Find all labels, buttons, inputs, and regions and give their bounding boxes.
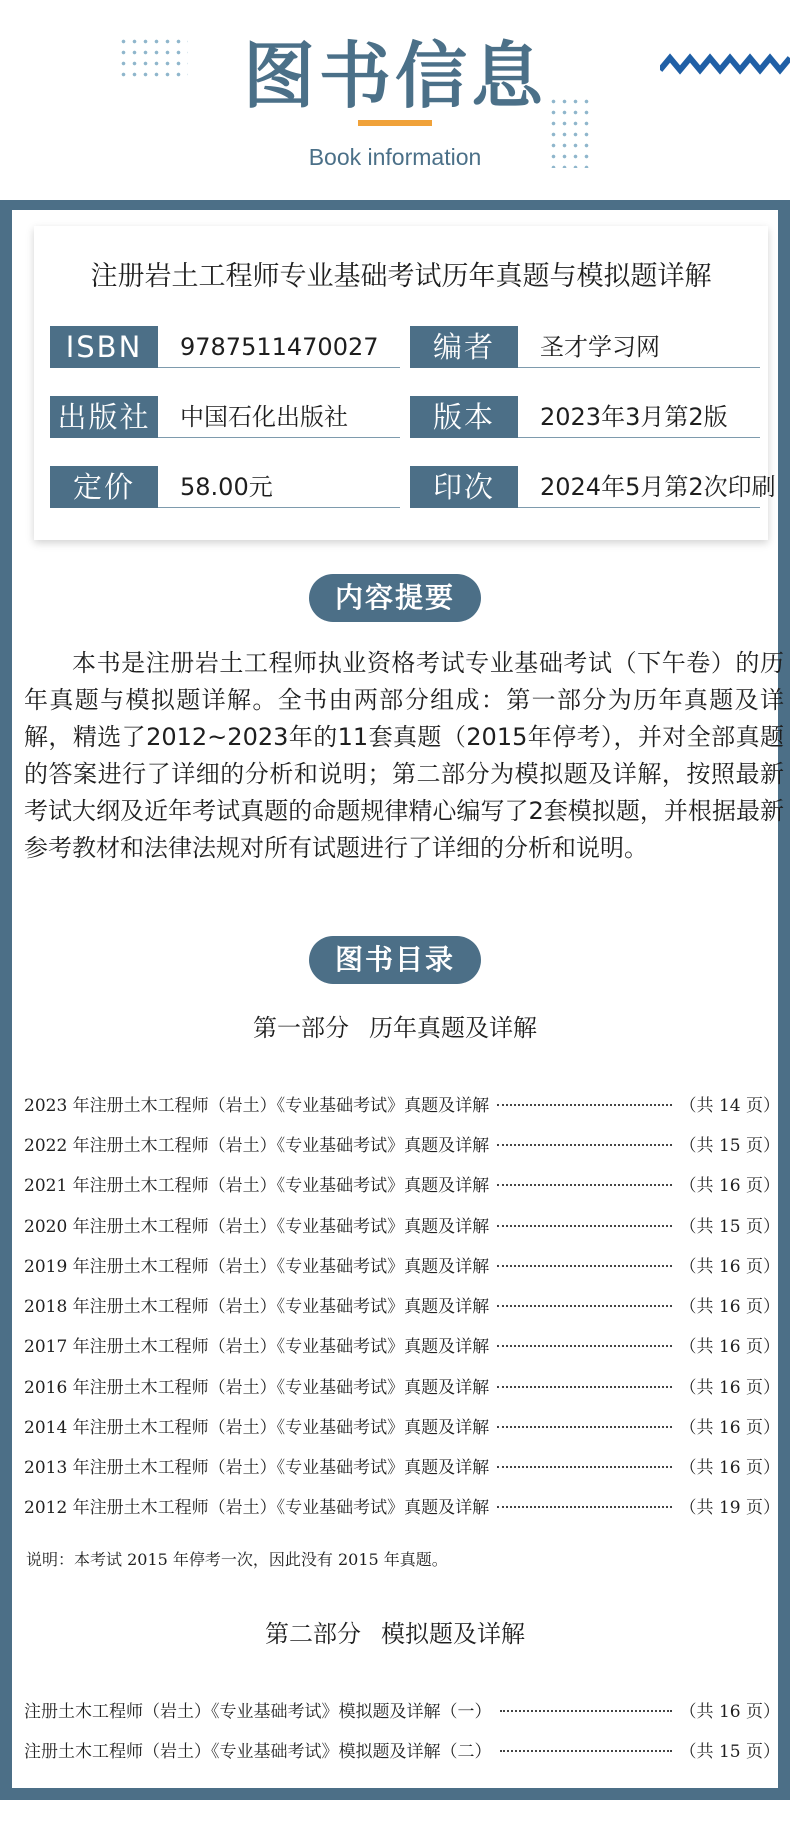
info-label: 版本: [410, 396, 518, 438]
book-title: 注册岩土工程师专业基础考试历年真题与模拟题详解: [90, 261, 712, 292]
page-subtitle: Book information: [308, 144, 482, 170]
info-value: 9787511470027: [180, 333, 379, 361]
toc-row: [24, 1490, 780, 1520]
toc-item-pages: （共 15 页）: [679, 1741, 780, 1762]
toc-leader: [497, 1144, 671, 1146]
toc-item-title: 2012 年注册土木工程师（岩土）《专业基础考试》真题及详解: [24, 1497, 490, 1518]
info-row-isbn: [50, 326, 400, 368]
toc-leader: [497, 1225, 671, 1227]
toc-item-title: 2016 年注册土木工程师（岩土）《专业基础考试》真题及详解: [24, 1377, 490, 1398]
toc-item-title: 注册土木工程师（岩土）《专业基础考试》模拟题及详解（二）: [24, 1741, 492, 1762]
part-number: 第一部分: [253, 1014, 349, 1042]
content-frame: [0, 200, 790, 1800]
toc-leader: [497, 1466, 671, 1468]
summary-heading: 内容提要: [309, 574, 481, 622]
toc-row: [24, 1329, 780, 1359]
info-row-edition: [410, 396, 760, 438]
toc-item-pages: （共 16 页）: [679, 1377, 780, 1398]
info-label: 出版社: [50, 396, 158, 438]
toc-row: [24, 1209, 780, 1239]
toc-row: [24, 1370, 780, 1400]
info-label: 编者: [410, 326, 518, 368]
part-number: 第二部分: [265, 1620, 361, 1648]
toc-leader: [497, 1305, 671, 1307]
header: [0, 0, 790, 200]
toc-leader: [497, 1426, 671, 1428]
toc-item-pages: （共 15 页）: [679, 1135, 780, 1156]
toc-item-title: 2017 年注册土木工程师（岩土）《专业基础考试》真题及详解: [24, 1336, 490, 1357]
toc-item-pages: （共 15 页）: [679, 1216, 780, 1237]
toc-item-pages: （共 16 页）: [679, 1701, 780, 1722]
toc-item-title: 2023 年注册土木工程师（岩土）《专业基础考试》真题及详解: [24, 1095, 490, 1116]
toc-item-title: 2014 年注册土木工程师（岩土）《专业基础考试》真题及详解: [24, 1417, 490, 1438]
toc-leader: [497, 1265, 671, 1267]
page-title: 图书信息: [242, 34, 547, 118]
toc-row: [24, 1694, 780, 1724]
part-one-title: [12, 1008, 778, 1043]
toc-item-pages: （共 14 页）: [679, 1095, 780, 1116]
info-row-printing: [410, 466, 776, 508]
toc-item-title: 2019 年注册土木工程师（岩土）《专业基础考试》真题及详解: [24, 1256, 490, 1277]
toc-leader: [497, 1345, 671, 1347]
toc-item-pages: （共 16 页）: [679, 1256, 780, 1277]
info-row-publisher: [50, 396, 400, 438]
part-name: 模拟题及详解: [381, 1620, 525, 1648]
info-row-price: [50, 466, 400, 508]
toc-row: [24, 1128, 780, 1158]
info-value: 58.00元: [180, 473, 273, 501]
toc-item-title: 2022 年注册土木工程师（岩土）《专业基础考试》真题及详解: [24, 1135, 490, 1156]
toc-item-pages: （共 16 页）: [679, 1417, 780, 1438]
info-value: 2024年5月第2次印刷: [540, 473, 776, 501]
toc-row: [24, 1289, 780, 1319]
info-row-editor: [410, 326, 760, 368]
toc-item-title: 2021 年注册土木工程师（岩土）《专业基础考试》真题及详解: [24, 1175, 490, 1196]
toc-row: [24, 1450, 780, 1480]
toc-item-title: 2018 年注册土木工程师（岩土）《专业基础考试》真题及详解: [24, 1296, 490, 1317]
info-label: 定价: [50, 466, 158, 508]
toc-item-title: 2013 年注册土木工程师（岩土）《专业基础考试》真题及详解: [24, 1457, 490, 1478]
info-label: ISBN: [50, 326, 158, 368]
toc-item-title: 注册土木工程师（岩土）《专业基础考试》模拟题及详解（一）: [24, 1701, 492, 1722]
toc-leader: [497, 1184, 671, 1186]
toc-item-pages: （共 19 页）: [679, 1497, 780, 1518]
summary-text: 本书是注册岩土工程师执业资格考试专业基础考试（下午卷）的历年真题与模拟题详解。全书由两部分组成：第一部分为历年真题及详解，精选了2012~2023年的11套真题（2015年停考），并对全部真题的答案进行了详细的分析和说明；第二部分为模拟题及详解，按照最新考试大纲及近年考试真题的命题规律精心编写了2套模拟题，并根据最新参考教材和法律法规对所有试题进行了详细的分析和说明。: [24, 649, 784, 862]
toc-leader: [500, 1710, 672, 1712]
toc-item-title: 2020 年注册土木工程师（岩土）《专业基础考试》真题及详解: [24, 1216, 490, 1237]
info-value: 圣才学习网: [540, 333, 660, 361]
toc-item-pages: （共 16 页）: [679, 1296, 780, 1317]
toc-row: [24, 1088, 780, 1118]
toc-leader: [500, 1750, 672, 1752]
toc-row: [24, 1168, 780, 1198]
info-label: 印次: [410, 466, 518, 508]
toc-item-pages: （共 16 页）: [679, 1336, 780, 1357]
toc-row: [24, 1410, 780, 1440]
book-info-card: [34, 226, 776, 540]
part-two-title: [12, 1614, 778, 1649]
info-value: 中国石化出版社: [180, 403, 348, 431]
toc-row: [24, 1734, 780, 1764]
toc-item-pages: （共 16 页）: [679, 1175, 780, 1196]
title-underline: [358, 120, 432, 126]
part-name: 历年真题及详解: [369, 1014, 537, 1042]
toc-note: 说明：本考试 2015 年停考一次，因此没有 2015 年真题。: [26, 1550, 448, 1569]
toc-leader: [497, 1386, 671, 1388]
toc-leader: [497, 1506, 671, 1508]
toc-heading: 图书目录: [309, 936, 481, 984]
toc-leader: [497, 1104, 671, 1106]
toc-item-pages: （共 16 页）: [679, 1457, 780, 1478]
info-value: 2023年3月第2版: [540, 403, 728, 431]
toc-row: [24, 1249, 780, 1279]
